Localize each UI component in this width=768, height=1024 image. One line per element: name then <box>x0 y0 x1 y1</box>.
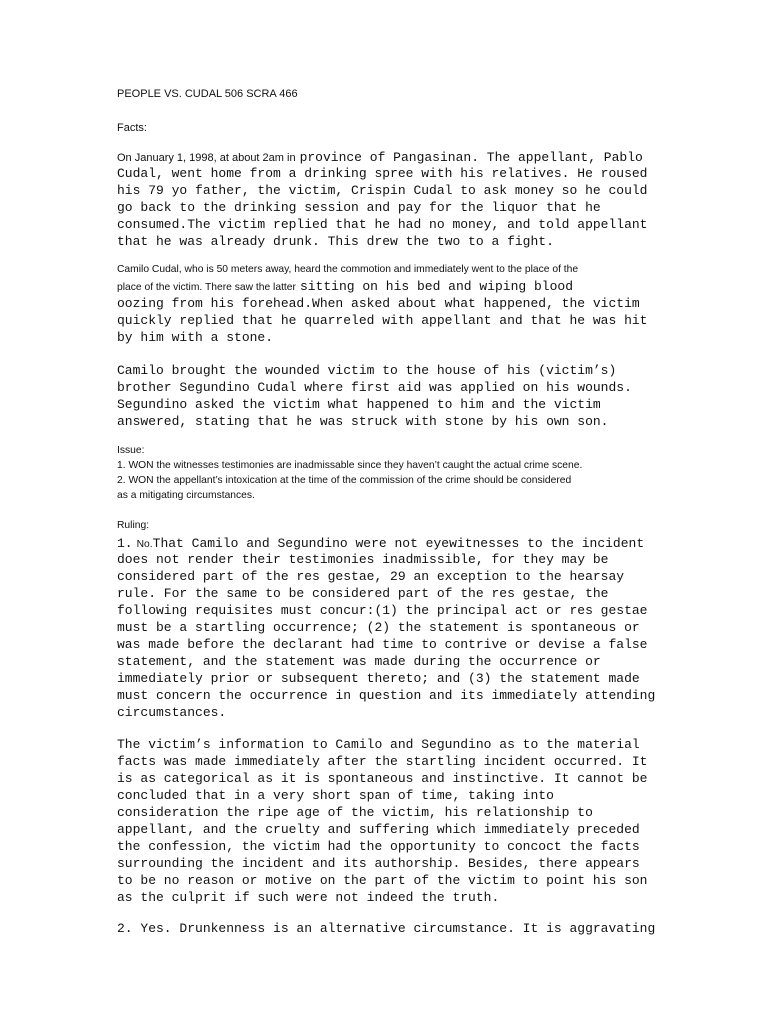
facts-p2-tail: sitting on his bed and wiping blood <box>299 279 573 294</box>
issue-item: as a mitigating circumstances. <box>117 490 255 501</box>
ruling-1-line: does not render their testimonies inadmissible, for they may be <box>117 552 609 567</box>
ruling-heading: Ruling: <box>117 520 150 531</box>
facts-p2-lead: place of the victim. There saw the latter <box>117 282 296 293</box>
ruling-p2-line: facts was made immediately after the startling incident occurred. It <box>117 754 648 769</box>
facts-p2-line: Camilo Cudal, who is 50 meters away, heard the commotion and immediately went to the place of the <box>117 264 579 275</box>
facts-p1-line: that he was already drunk. This drew the two to a fight. <box>117 234 554 249</box>
ruling-p2-line: consideration the ripe age of the victim, his relationship to <box>117 805 593 820</box>
facts-paragraph-1 <box>117 148 648 250</box>
ruling-1-line: rule. For the same to be considered part of the res gestae, the <box>117 586 609 601</box>
facts-heading: Facts: <box>117 122 147 134</box>
ruling-1-answer: No. <box>136 539 153 550</box>
issue-heading: Issue: <box>117 445 145 456</box>
ruling-p2-line: surrounding the incident and its authorship. Besides, there appears <box>117 856 640 871</box>
facts-p1-line: his 79 yo father, the victim, Crispin Cudal to ask money so he could <box>117 183 648 198</box>
issue-item: 1. WON the witnesses testimonies are inadmissable since they haven’t caught the actual crime scene. <box>117 460 583 471</box>
facts-p1-line: consumed.The victim replied that he had no money, and told appellant <box>117 217 648 232</box>
facts-p1-line: go back to the drinking session and pay for the liquor that he <box>117 200 601 215</box>
facts-p2-line: by him with a stone. <box>117 330 274 345</box>
facts-p1-lead: On January 1, 1998, at about 2am in <box>117 152 296 164</box>
ruling-1-line: was made before the declarant had time to contrive or devise a false <box>117 637 648 652</box>
ruling-1-number: 1. <box>117 536 133 551</box>
ruling-p2-line: is as categorical as it is spontaneous and instinctive. It cannot be <box>117 771 648 786</box>
facts-p1-line: province of Pangasinan. The appellant, Pablo <box>299 150 643 165</box>
ruling-p2-line: appellant, and the cruelty and suffering which immediately preceded <box>117 822 640 837</box>
facts-paragraph-3 <box>117 362 632 430</box>
ruling-p2-line: concluded that in a very short span of time, taking into <box>117 788 554 803</box>
facts-paragraph-2 <box>117 262 648 346</box>
document-title: PEOPLE VS. CUDAL 506 SCRA 466 <box>117 88 298 100</box>
facts-p3-line: Segundino asked the victim what happened to him and the victim <box>117 397 601 412</box>
ruling-1-line: following requisites must concur:(1) the principal act or res gestae <box>117 603 648 618</box>
ruling-p2-line: to be no reason or motive on the part of the victim to point his son <box>117 873 648 888</box>
facts-p2-line: oozing from his forehead.When asked about what happened, the victim <box>117 296 640 311</box>
ruling-1-line: immediately prior or subsequent thereto; and (3) the statement made <box>117 671 640 686</box>
ruling-1-line: considered part of the res gestae, 29 an exception to the hearsay <box>117 569 625 584</box>
ruling-p2-line: as the culprit if such were not indeed the truth. <box>117 890 500 905</box>
ruling-1-line: must be a startling occurrence; (2) the statement is spontaneous or <box>117 620 640 635</box>
facts-p3-line: answered, stating that he was struck with stone by his own son. <box>117 414 609 429</box>
ruling-1-line: must concern the occurrence in question and its immediately attending <box>117 688 656 703</box>
facts-p2-line: quickly replied that he quarreled with appellant and that he was hit <box>117 313 648 328</box>
ruling-p2-line: The victim’s information to Camilo and Segundino as to the material <box>117 737 640 752</box>
issue-item: 2. WON the appellant’s intoxication at the time of the commission of the crime should be considered <box>117 475 572 486</box>
issue-section <box>117 443 582 503</box>
ruling-p2-line: the confession, the victim had the opportunity to concoct the facts <box>117 839 640 854</box>
facts-p3-line: Camilo brought the wounded victim to the house of his (victim’s) <box>117 363 617 378</box>
facts-p1-line: Cudal, went home from a drinking spree with his relatives. He roused <box>117 166 648 181</box>
ruling-paragraph-2 <box>117 736 648 906</box>
facts-p3-line: brother Segundino Cudal where first aid was applied on his wounds. <box>117 380 632 395</box>
ruling-section <box>117 518 655 721</box>
ruling-2-line: 2. Yes. Drunkenness is an alternative circumstance. It is aggravating <box>117 921 656 936</box>
ruling-1-line: circumstances. <box>117 705 227 720</box>
ruling-1-line: That Camilo and Segundino were not eyewitnesses to the incident <box>152 536 645 551</box>
ruling-1-line: statement, and the statement was made during the occurrence or <box>117 654 601 669</box>
